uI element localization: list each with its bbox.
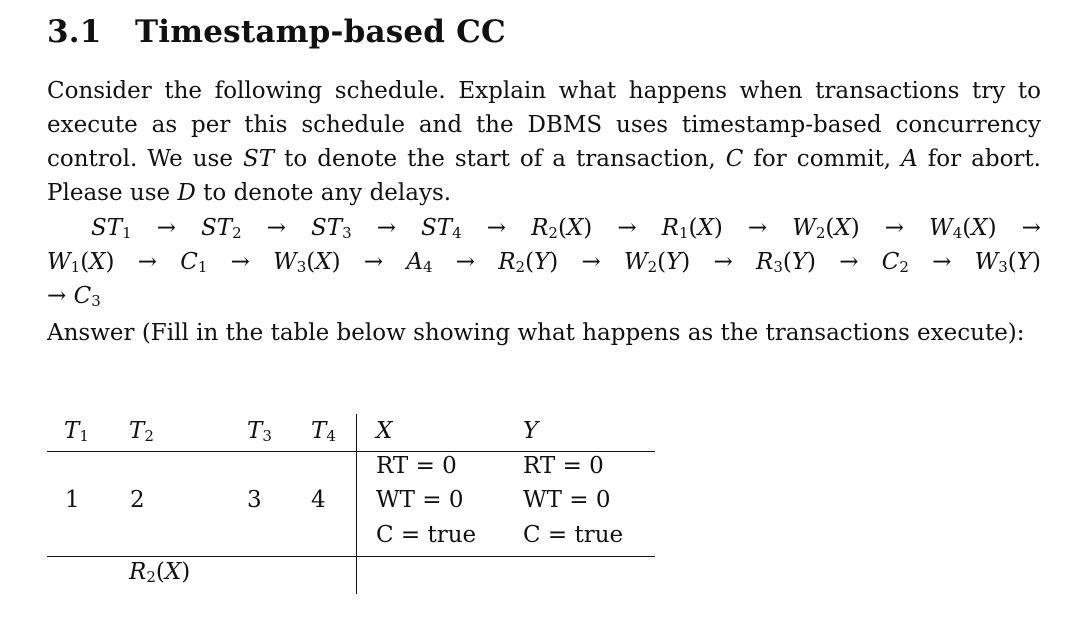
intro-text-5: to denote any delays.: [195, 180, 452, 206]
schedule-operation: $W_3(X)$: [273, 249, 341, 276]
schedule-line: [47, 279, 1041, 313]
schedule-arrow: →: [461, 215, 532, 241]
header-t2: $T_2$: [129, 418, 154, 445]
symbol-d: D: [177, 180, 196, 206]
schedule-operation: $ST_3$: [311, 215, 352, 242]
schedule-operation: $R_2(Y)$: [498, 249, 559, 276]
schedule-arrow: →: [131, 215, 202, 241]
schedule-operation: $C_2$: [881, 249, 909, 276]
schedule-line: [47, 211, 1041, 245]
schedule-arrow: →: [241, 215, 312, 241]
schedule-operation: $A_4$: [406, 249, 433, 276]
schedule-arrow: →: [592, 215, 662, 241]
section-number: 3.1: [47, 14, 102, 50]
schedule-line: [47, 245, 1041, 279]
table-divider: [356, 414, 357, 594]
intro-text-3: for commit,: [743, 146, 902, 172]
header-x: X: [376, 418, 393, 444]
schedule-arrow: →: [996, 215, 1041, 241]
header-t1: $T_1$: [64, 418, 89, 445]
y-write-timestamp: WT = 0: [523, 487, 611, 513]
x-write-timestamp: WT = 0: [376, 487, 464, 513]
schedule-operation: $ST_2$: [201, 215, 242, 242]
header-t4: $T_4$: [311, 418, 336, 445]
symbol-st: ST: [243, 146, 275, 172]
symbol-c: C: [725, 146, 744, 172]
intro-text-4: for abort. Please use: [47, 146, 1041, 206]
schedule-operation: $ST_1$: [91, 215, 132, 242]
operation-r2-x: $R_2(X)$: [129, 559, 191, 586]
schedule-operation: $W_4(X)$: [929, 215, 997, 242]
section-title: Timestamp-based CC: [135, 14, 506, 50]
schedule-operation: $R_3(Y)$: [755, 249, 817, 276]
timestamp-t1: 1: [65, 487, 80, 513]
schedule-operation: $R_2(X)$: [531, 215, 593, 242]
schedule-sequence: [47, 211, 1041, 313]
header-t3: $T_3$: [247, 418, 272, 445]
intro-paragraph: [47, 74, 1041, 210]
schedule-arrow: →: [340, 249, 407, 275]
intro-text-1: Consider the following schedule. Explain what happens when transactions try to execute as per this schedule and the DBMS uses timestamp-based concurrency control. We use: [47, 78, 1041, 172]
y-read-timestamp: RT = 0: [523, 453, 604, 479]
schedule-operation: $W_2(Y)$: [623, 249, 691, 276]
timestamp-t4: 4: [311, 487, 326, 513]
y-commit-bit: C = true: [523, 522, 624, 548]
intro-text-2: to denote the start of a transaction,: [274, 146, 726, 172]
timestamp-t3: 3: [247, 487, 262, 513]
x-read-timestamp: RT = 0: [376, 453, 457, 479]
schedule-operation: $W_1(X)$: [47, 249, 115, 276]
schedule-arrow: →: [558, 249, 624, 275]
symbol-a: A: [901, 146, 918, 172]
schedule-operation: $W_3(Y)$: [974, 249, 1041, 276]
x-commit-bit: C = true: [376, 522, 477, 548]
section-heading: [47, 14, 506, 50]
timestamp-table: [47, 414, 655, 594]
schedule-operation: $ST_4$: [421, 215, 462, 242]
schedule-arrow: →: [722, 215, 793, 241]
schedule-arrow: →: [908, 249, 975, 275]
schedule-arrow: →: [114, 249, 181, 275]
schedule-arrow: →: [207, 249, 274, 275]
schedule-operation: $C_3$: [73, 283, 101, 310]
schedule-arrow: →: [690, 249, 756, 275]
timestamp-t2: 2: [130, 487, 145, 513]
schedule-arrow: →: [859, 215, 930, 241]
answer-prompt: Answer (Fill in the table below showing what happens as the transactions execute):: [47, 320, 1025, 346]
schedule-arrow: →: [47, 283, 74, 309]
schedule-arrow: →: [816, 249, 882, 275]
header-y: Y: [523, 418, 539, 444]
schedule-arrow: →: [351, 215, 422, 241]
schedule-operation: $C_1$: [180, 249, 208, 276]
schedule-operation: $W_2(X)$: [792, 215, 860, 242]
table-rule-top: [47, 451, 655, 452]
schedule-arrow: →: [432, 249, 499, 275]
schedule-operation: $R_1(X)$: [661, 215, 723, 242]
table-rule-middle: [47, 556, 655, 557]
